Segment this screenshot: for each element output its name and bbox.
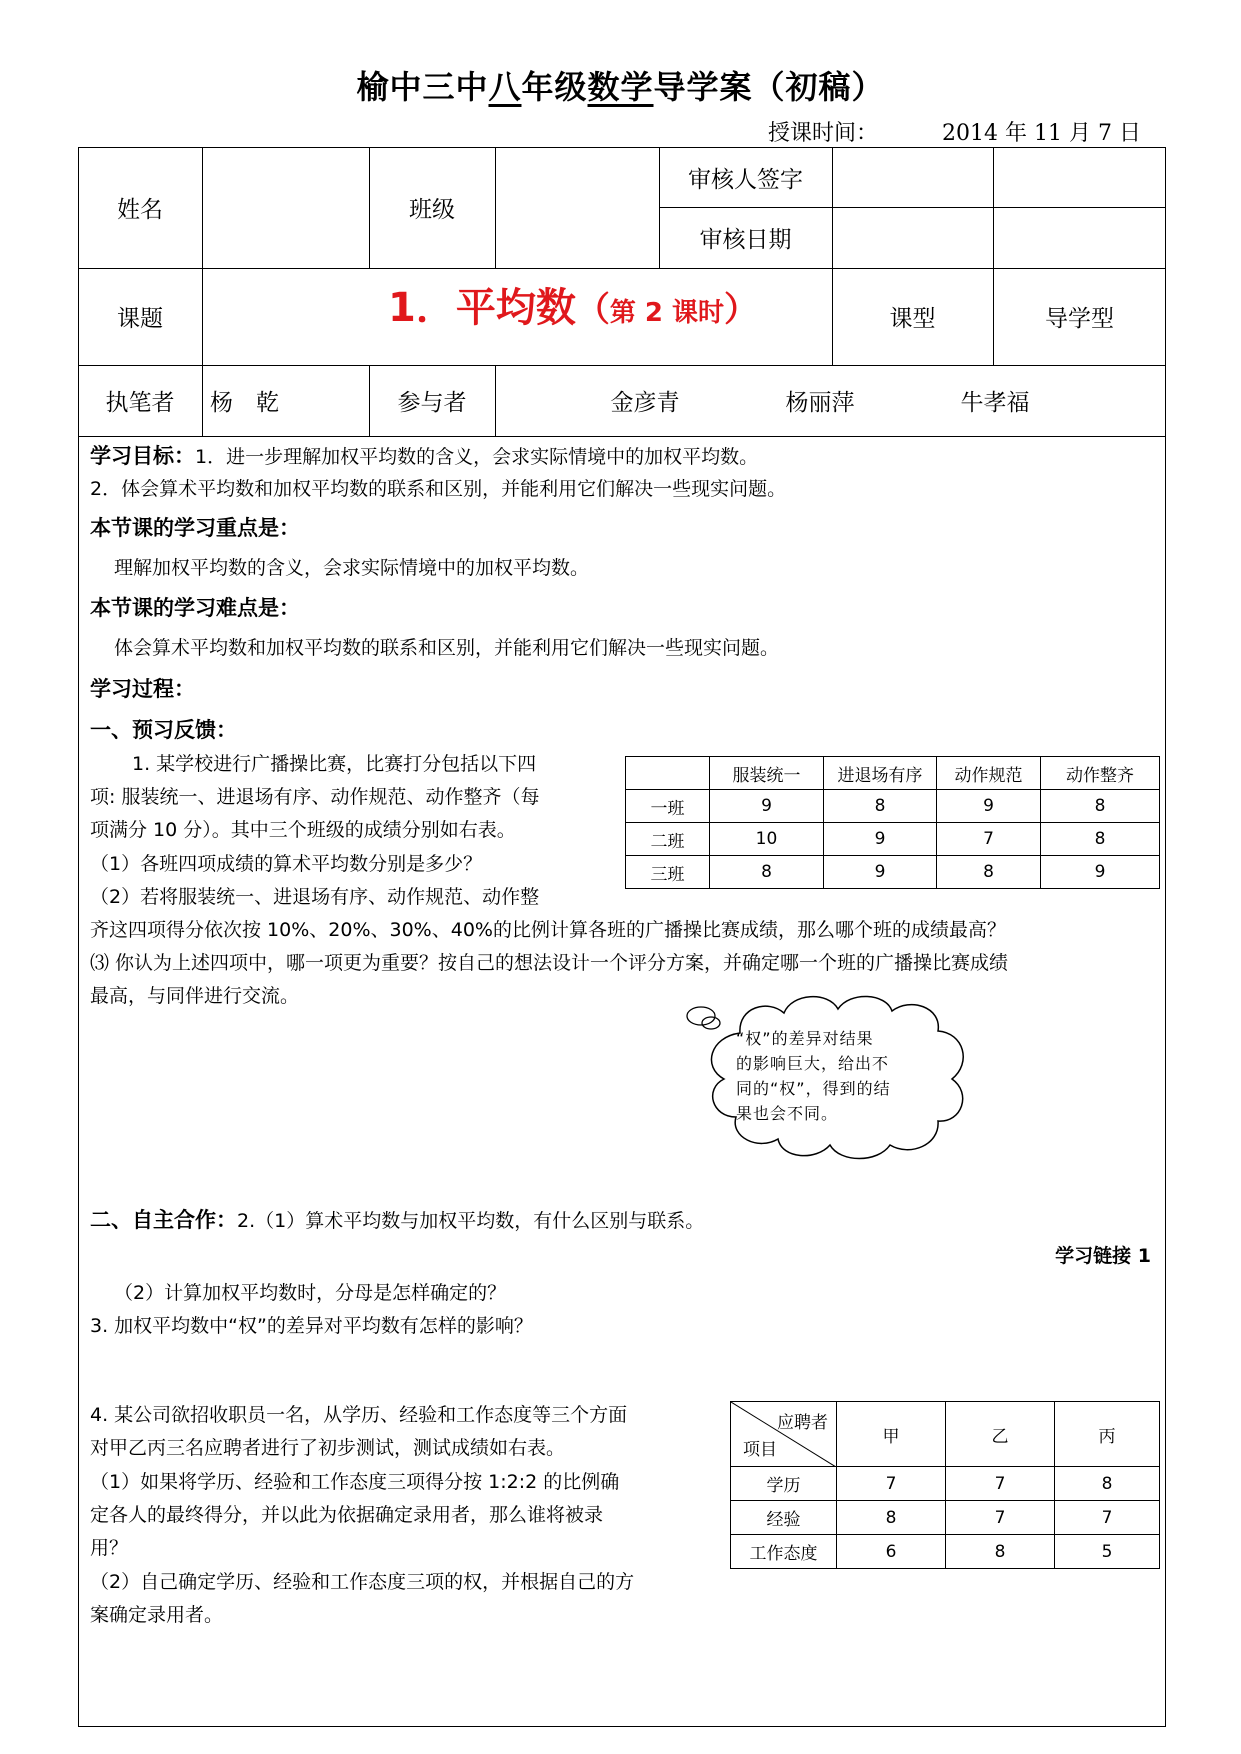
table-cell: 经验 [731,1501,837,1535]
table-cell: 7 [1055,1501,1160,1535]
q1-line: 项满分 10 分）。其中三个班级的成绩分别如右表。 [90,819,516,841]
topic-title [388,276,758,333]
goal-label: 学习目标： [90,444,195,468]
q1-line: ⑶ 你认为上述四项中，哪一项更为重要？按自己的想法设计一个评分方案，并确定哪一个班的广播操比赛成绩 [90,952,1009,974]
participant-2: 杨丽萍 [785,390,855,416]
q2-2: （2）计算加权平均数时，分母是怎样确定的？ [114,1282,507,1304]
table-cell: 工作态度 [731,1535,837,1569]
date-value: 2014 年 11 月 7 日 [942,121,1141,146]
type-label: 课型 [889,306,936,332]
goal-line-1 [90,440,758,474]
name-field[interactable] [202,147,369,268]
cloud-line: 果也会不同。 [736,1104,839,1123]
title-subject: 数学 [587,68,654,106]
table-corner-cell [731,1402,837,1467]
q1-line: 项: 服装统一、进退场有序、动作规范、动作整齐（每 [90,786,540,808]
table-row [731,1467,1160,1501]
table-header-cell: 丙 [1055,1402,1160,1467]
table-row [626,790,1160,823]
applicant-score-table [730,1401,1160,1569]
table-header-row [626,757,1160,790]
topic-paren-close: ） [724,290,759,330]
table-cell: 8 [837,1501,946,1535]
q1-line: 齐这四项得分依次按 10%、20%、30%、40%的比例计算各班的广播操比赛成绩，那么哪个班的成绩最高？ [90,919,1006,941]
cloud-line: 的影响巨大，给出不 [736,1054,890,1073]
participants-label: 参与者 [397,390,467,416]
key-point-text: 理解加权平均数的含义，会求实际情境中的加权平均数。 [114,557,590,579]
difficulty-label: 本节课的学习难点是： [90,596,300,620]
lesson-date [768,116,1141,147]
participant-3: 牛孝福 [960,390,1030,416]
cloud-line: “权”的差异对结果 [736,1029,874,1048]
q4-line: 4. 某公司欲招收职员一名，从学历、经验和工作态度等三个方面 [90,1404,628,1426]
coop-q2: 2.（1）算术平均数与加权平均数，有什么区别与联系。 [237,1210,705,1232]
corner-bottom-label: 项目 [743,1440,777,1460]
table-header-cell: 乙 [946,1402,1055,1467]
q1-line: 1. 某学校进行广播操比赛，比赛打分包括以下四 [132,753,537,775]
table-cell: 10 [710,823,824,856]
coop-label: 二、自主合作： [90,1208,237,1232]
q4-line: （1）如果将学历、经验和工作态度三项得分按 1:2:2 的比例确 [90,1471,620,1493]
table-header-cell [626,757,710,790]
goal-2: 2．体会算术平均数和加权平均数的联系和区别，并能利用它们解决一些现实问题。 [90,478,787,500]
table-header-cell: 动作规范 [937,757,1041,790]
table-cell: 9 [710,790,824,823]
table-cell: 8 [824,790,937,823]
goal-1: 1．进一步理解加权平均数的含义，会求实际情境中的加权平均数。 [195,446,759,468]
table-cell: 6 [837,1535,946,1569]
q3: 3. 加权平均数中“权”的差异对平均数有怎样的影响？ [90,1315,533,1337]
table-header-cell: 动作整齐 [1041,757,1160,790]
q4-line: 案确定录用者。 [90,1604,224,1626]
q1-line: 最高，与同伴进行交流。 [90,985,300,1007]
class-label: 班级 [409,197,455,223]
title-school: 榆中三中 [356,68,489,106]
page-title [0,62,1241,108]
date-label: 授课时间： [768,121,879,146]
table-header-cell: 服装统一 [710,757,824,790]
study-link[interactable]: 学习链接 1 [1055,1245,1151,1267]
coop-line [90,1204,704,1238]
q4-line: （2）自己确定学历、经验和工作态度三项的权，并根据自己的方 [90,1571,635,1593]
grid-line [495,365,496,436]
cloud-line: 同的“权”，得到的结 [736,1079,891,1098]
difficulty-text: 体会算术平均数和加权平均数的联系和区别，并能利用它们解决一些现实问题。 [114,637,780,659]
writer-label: 执笔者 [105,390,175,416]
key-point-label: 本节课的学习重点是： [90,516,300,540]
writer-value: 杨 乾 [210,390,279,416]
table-cell: 7 [937,823,1041,856]
table-cell: 一班 [626,790,710,823]
table-cell: 8 [1041,790,1160,823]
q4-line: 定各人的最终得分，并以此为依据确定录用者，那么谁将被录 [90,1504,604,1526]
q4-line: 对甲乙丙三名应聘者进行了初步测试，测试成绩如右表。 [90,1437,566,1459]
topic-main: 1．平均数 [388,285,576,331]
table-row [731,1535,1160,1569]
grid-line [78,436,1166,437]
table-row [626,856,1160,889]
table-cell: 8 [1041,823,1160,856]
title-grade-suffix: 年级 [521,68,588,106]
preview-label: 一、预习反馈： [90,718,237,742]
topic-lesson: 第 2 课时 [609,298,725,328]
title-grade: 八 [488,68,522,106]
class-field[interactable] [495,147,659,268]
table-cell: 二班 [626,823,710,856]
table-cell: 7 [946,1501,1055,1535]
table-cell: 8 [937,856,1041,889]
title-suffix: 导学案（初稿） [653,68,885,106]
table-cell: 8 [1055,1467,1160,1501]
table-cell: 9 [824,823,937,856]
review-date-label: 审核日期 [699,227,792,253]
class-score-table [625,756,1160,889]
table-cell: 三班 [626,856,710,889]
table-header-cell: 甲 [837,1402,946,1467]
table-row [731,1501,1160,1535]
table-cell: 学历 [731,1467,837,1501]
table-row [626,823,1160,856]
reviewer-signature-label: 审核人签字 [688,166,803,193]
table-cell: 5 [1055,1535,1160,1569]
table-cell: 8 [946,1535,1055,1569]
table-cell: 9 [937,790,1041,823]
process-label: 学习过程： [90,677,195,701]
cloud-note [736,1026,936,1126]
table-cell: 9 [1041,856,1160,889]
table-cell: 7 [946,1467,1055,1501]
table-header-row [731,1402,1160,1467]
table-cell: 7 [837,1467,946,1501]
name-label: 姓名 [117,197,163,223]
q1-line: （2）若将服装统一、进退场有序、动作规范、动作整 [90,886,540,908]
type-value: 导学型 [1045,306,1114,332]
participant-1: 金彦青 [610,390,680,416]
table-cell: 9 [824,856,937,889]
q1-line: （1）各班四项成绩的算术平均数分别是多少？ [90,853,483,875]
table-cell: 8 [710,856,824,889]
corner-top-label: 应聘者 [777,1413,828,1433]
q4-line: 用？ [90,1537,129,1559]
table-header-cell: 进退场有序 [824,757,937,790]
topic-paren-open: （ [575,290,610,330]
topic-label: 课题 [117,306,163,332]
